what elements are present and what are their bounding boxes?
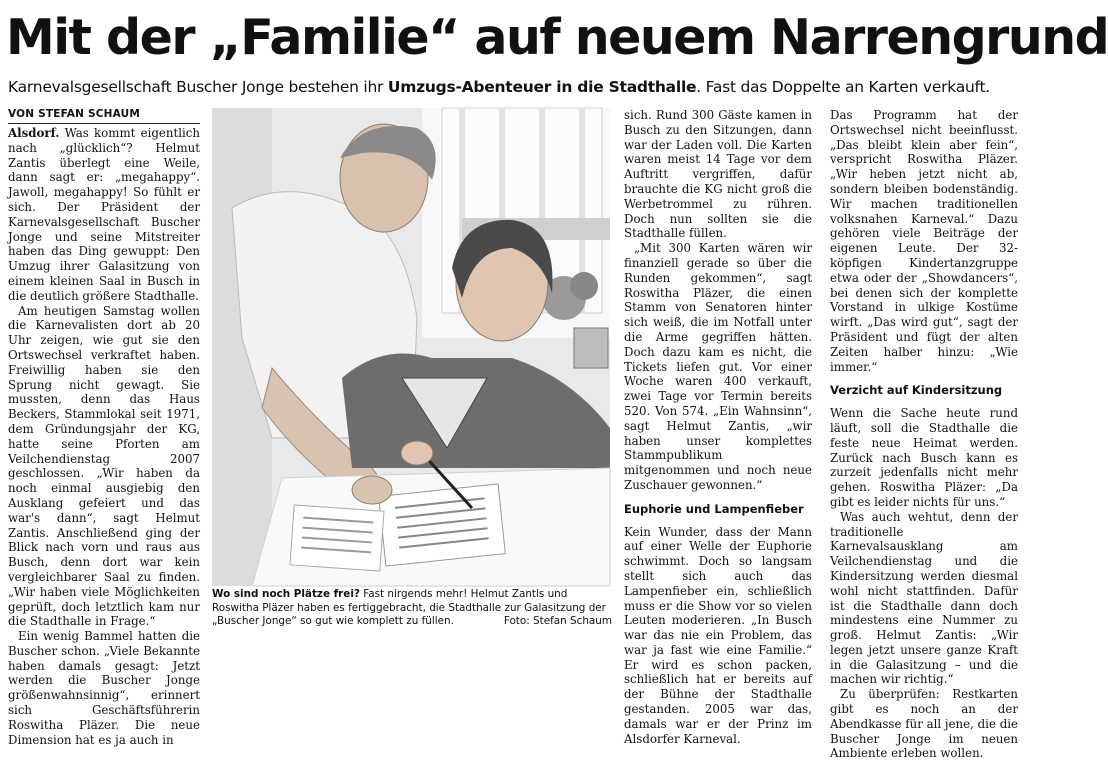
- paragraph: Zu überprüfen: Restkarten gibt es noch an der Abendkasse für all jene, die die Buscher Jonge im neuen Ambiente erleben wollen.: [830, 687, 1018, 761]
- photo-illustration: [212, 108, 610, 586]
- article-photo: [212, 108, 610, 586]
- article-column-2: [624, 108, 812, 746]
- section-heading: Euphorie und Lampenfieber: [624, 501, 804, 516]
- subhead-post: . Fast das Doppelte an Karten verkauft.: [696, 78, 990, 96]
- paragraph: „Mit 300 Karten wären wir finanziell gerade so über die Runden gekommen“, sagt Roswitha Pläzer, die einen Stamm von Senatoren hinter sich weiß, die im Notfall unter die Arme gegriffen hätten. Doch dazu kam es nicht, die Tickets liefen gut. Vor einer Woche waren 400 verkauft, zwei Tage vor Termin bereits 520. Von 574. „Ein Wahnsinn“, sagt Helmut Zantis, „wir haben unser komplettes Stammpublikum mitgenommen und noch neue Zuschauer gewonnen.“: [624, 241, 812, 492]
- paragraph: Wenn die Sache heute rund läuft, soll die Stadthalle die feste neue Heimat werden. Zurück nach Busch kann es zurzeit jedenfalls nicht mehr gehen. Roswitha Pläzer: „Da gibt es leider nichts für uns.“: [830, 406, 1018, 509]
- dateline: Alsdorf.: [8, 126, 60, 140]
- photo-caption: [212, 588, 612, 629]
- paragraph: Ein wenig Bammel hatten die Buscher schon. „Viele Bekannte haben damals gesagt: Jetzt werden die Buscher Jonge größenwahnsinnig“, erinnert sich Geschäftsführerin Roswitha Pläzer. Die neue Dimension hat es ja auch in: [8, 629, 200, 747]
- section-heading: Verzicht auf Kindersitzung: [830, 383, 1003, 398]
- headline: Mit der „Familie“ auf neuem Narrengrund: [6, 9, 1108, 66]
- byline: VON STEFAN SCHAUM: [8, 108, 200, 124]
- paragraph: Kein Wunder, dass der Mann auf einer Welle der Euphorie schwimmt. Doch so langsam stellt sich auch das Lampenfieber ein, schließlich muss er die Show vor so vielen Leuten moderieren. „In Busch war das nie ein Problem, das war ja fast wie eine Familie.“ Er wird es schon packen, schließlich hat er bereits auf der Bühne der Stadthalle gestanden. 2005 war das, damals war er der Prinz im Alsdorfer Karneval.: [624, 524, 812, 746]
- article-column-3: [830, 108, 1018, 761]
- subhead-pre: Karnevalsgesellschaft Buscher Jonge bestehen ihr: [8, 78, 388, 96]
- photo-credit: Foto: Stefan Schaum: [503, 615, 612, 628]
- paragraph-text: Was kommt eigentlich nach „glücklich“? Helmut Zantis überlegt eine Weile, dann sagt er: „megahappy“. Jawoll, megahappy! So fühlt er sich. Der Präsident der Karnevalsgesellschaft Buscher Jonge und seine Mitstreiter haben das Ding gewuppt: Den Umzug ihrer Galasitzung von einem kleinen Saal in Busch in die deutlich größere Stadthalle.: [8, 126, 200, 303]
- caption-lead: Wo sind noch Plätze frei?: [212, 588, 360, 600]
- paragraph: sich. Rund 300 Gäste kamen in Busch zu den Sitzungen, dann war der Laden voll. Die Karten waren meist 14 Tage vor dem Auftritt vergriffen, dafür brauchte die KG nicht groß die Werbetrommel zu rühren. Doch nun sollten sie die Stadthalle füllen.: [624, 108, 812, 241]
- paragraph: [8, 126, 200, 304]
- subheadline: [8, 76, 1018, 98]
- subhead-bold: Umzugs-Abenteuer in die Stadthalle: [387, 78, 697, 96]
- article-column-1: [8, 126, 200, 747]
- caption-text: Fast nirgends mehr! Helmut Zantis und Roswitha Pläzer haben es fertiggebracht, die Stadthalle zur Galasitzung der „Buscher Jonge“ so gut wie komplett zu füllen.: [212, 588, 606, 628]
- paragraph: Am heutigen Samstag wollen die Karnevalisten dort ab 20 Uhr zeigen, wie gut sie den Ortswechsel verkraftet haben. Freiwillig haben sie den Sprung nicht gewagt. Sie mussten, denn das Haus Beckers, Stammlokal seit 1971, dem Gründungsjahr der KG, hatte seine Pforten am Veilchendienstag 2007 geschlossen. „Wir haben da noch einmal ausgiebig den Ausklang gefeiert und das war's dann“, sagt Helmut Zantis. Anschließend ging der Blick nach vorn und raus aus Busch, denn dort war kein vergleichbarer Saal zu finden. „Wir haben viele Möglichkeiten geprüft, doch letztlich kam nur die Stadthalle in Frage.“: [8, 303, 200, 629]
- paragraph: Das Programm hat der Ortswechsel nicht beeinflusst. „Das bleibt klein aber fein“, verspricht Roswitha Pläzer. „Wir heben jetzt nicht ab, sondern bleiben bodenständig. Wir machen traditionellen volksnahen Karneval.“ Dazu gehören viele Beiträge der eigenen Leute. Der 32-köpfigen Kindertanzgruppe etwa oder der „Showdancers“, bei denen sich der komplette Vorstand in ulkige Kostüme wirft. „Das wird gut“, sagt der Präsident und fügt der alten Zeiten halber hinzu: „Wie immer.“: [830, 108, 1018, 374]
- paragraph: Was auch wehtut, denn der traditionelle Karnevalsausklang am Veilchendienstag und die Kindersitzung werden diesmal wohl nicht stattfinden. Dafür ist die Stadthalle dann doch mindestens eine Nummer zu groß. Helmut Zantis: „Wir legen jetzt unsere ganze Kraft in die Galasitzung – und die machen wir richtig.“: [830, 509, 1018, 687]
